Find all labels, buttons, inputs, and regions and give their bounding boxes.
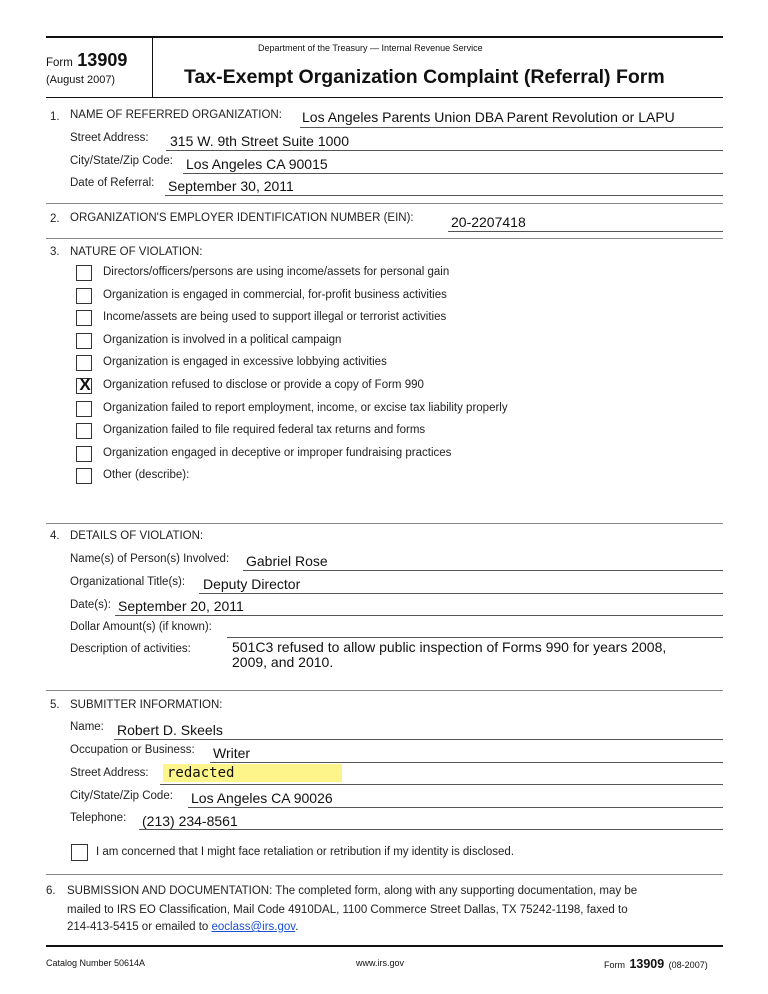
persons-label: Name(s) of Person(s) Involved:: [70, 553, 230, 565]
section-2-number: 2.: [50, 213, 60, 225]
violation-checkbox[interactable]: [76, 423, 92, 439]
section-1-number: 1.: [50, 111, 60, 123]
footer-form-word: Form: [604, 960, 625, 970]
ein-underline: [448, 231, 723, 232]
submitter-name-label: Name:: [70, 721, 104, 733]
violation-checkbox[interactable]: [76, 288, 92, 304]
footer-form-rev: (08-2007): [668, 960, 708, 970]
nature-heading: NATURE OF VIOLATION:: [70, 246, 203, 258]
org-title-underline: [199, 593, 723, 594]
form-word: Form: [46, 57, 73, 69]
violation-label: Organization refused to disclose or provide a copy of Form 990: [103, 379, 424, 391]
violation-checkbox[interactable]: [76, 333, 92, 349]
occupation-underline: [210, 762, 723, 763]
date-label: Date of Referral:: [70, 177, 155, 189]
violation-label: Organization failed to report employment, income, or excise tax liability properly: [103, 402, 508, 414]
section-divider-2: [46, 238, 723, 239]
section-divider-5: [46, 874, 723, 875]
form-id: [46, 50, 127, 71]
submission-line-3-prefix: 214-413-5415 or emailed to: [67, 921, 212, 933]
form-header: [46, 36, 723, 98]
footer-rule: [46, 945, 723, 947]
phone-label: Telephone:: [70, 812, 127, 824]
org-title-label: Organizational Title(s):: [70, 576, 186, 588]
details-heading: DETAILS OF VIOLATION:: [70, 530, 204, 542]
violation-checkbox[interactable]: [76, 446, 92, 462]
violation-label: Organization is involved in a political campaign: [103, 334, 342, 346]
dates-underline: [115, 615, 723, 616]
dollar-underline: [227, 637, 723, 638]
org-name-value[interactable]: Los Angeles Parents Union DBA Parent Revolution or LAPU: [302, 109, 675, 125]
violation-label: Other (describe):: [103, 469, 190, 481]
violation-checkbox[interactable]: [76, 310, 92, 326]
section-5-number: 5.: [50, 699, 60, 711]
ein-label: ORGANIZATION'S EMPLOYER IDENTIFICATION NUMBER (EIN):: [70, 212, 414, 224]
dollar-label: Dollar Amount(s) (if known):: [70, 621, 212, 633]
violation-checkbox[interactable]: [76, 355, 92, 371]
check-x-mark: X: [79, 375, 91, 394]
violation-label: Organization is engaged in commercial, for-profit business activities: [103, 289, 447, 301]
submission-line-1: SUBMISSION AND DOCUMENTATION: The completed form, along with any supporting documentation, may be: [67, 885, 638, 897]
description-label: Description of activities:: [70, 643, 191, 655]
submitter-heading: SUBMITTER INFORMATION:: [70, 699, 223, 711]
phone-underline: [139, 829, 723, 830]
street-value[interactable]: 315 W. 9th Street Suite 1000: [170, 133, 350, 149]
description-line-2[interactable]: 2009, and 2010.: [232, 654, 334, 670]
street-label: Street Address:: [70, 132, 149, 144]
ein-value[interactable]: 20-2207418: [451, 214, 526, 230]
city-underline: [183, 173, 723, 174]
footer-form-id: [604, 955, 708, 973]
section-4-number: 4.: [50, 530, 60, 542]
violation-checkbox[interactable]: [76, 401, 92, 417]
submitter-name-underline: [114, 739, 723, 740]
catalog-number: Catalog Number 50614A: [46, 958, 146, 968]
header-bottom-rule: [46, 97, 723, 98]
department-name: Department of the Treasury — Internal Revenue Service: [258, 43, 483, 53]
form-date: (August 2007): [46, 74, 116, 86]
org-title-value[interactable]: Deputy Director: [203, 576, 301, 592]
persons-underline: [243, 570, 723, 571]
org-name-label: NAME OF REFERRED ORGANIZATION:: [70, 109, 282, 121]
submitter-city-value[interactable]: Los Angeles CA 90026: [191, 790, 333, 806]
website: www.irs.gov: [356, 958, 405, 968]
violation-label: Directors/officers/persons are using income/assets for personal gain: [103, 266, 450, 278]
retaliation-label: I am concerned that I might face retaliation or retribution if my identity is disclosed.: [96, 846, 515, 858]
violation-label: Organization is engaged in excessive lobbying activities: [103, 356, 387, 368]
dates-label: Date(s):: [70, 599, 111, 611]
submitter-city-underline: [188, 807, 723, 808]
submitter-street-value[interactable]: redacted: [167, 765, 235, 781]
section-divider-3: [46, 523, 723, 524]
section-6-number: 6.: [46, 885, 56, 897]
submission-line-3: [67, 921, 298, 933]
submitter-name-value[interactable]: Robert D. Skeels: [117, 722, 223, 738]
city-value[interactable]: Los Angeles CA 90015: [186, 156, 328, 172]
email-link[interactable]: eoclass@irs.gov: [211, 921, 296, 933]
org-name-underline: [300, 127, 723, 128]
form-number: 13909: [77, 50, 128, 70]
submitter-street-underline: [160, 784, 723, 785]
footer-form-number: 13909: [629, 957, 665, 971]
street-underline: [166, 150, 723, 151]
violation-label: Organization engaged in deceptive or improper fundraising practices: [103, 447, 452, 459]
violation-checkbox[interactable]: [76, 265, 92, 281]
occupation-value[interactable]: Writer: [213, 745, 251, 761]
dates-value[interactable]: September 20, 2011: [118, 598, 244, 614]
occupation-label: Occupation or Business:: [70, 744, 195, 756]
description-line-1[interactable]: 501C3 refused to allow public inspection of Forms 990 for years 2008,: [232, 639, 667, 655]
phone-value[interactable]: (213) 234-8561: [142, 813, 238, 829]
form-title: Tax-Exempt Organization Complaint (Referral) Form: [184, 66, 665, 88]
section-divider-1: [46, 203, 723, 204]
submitter-street-label: Street Address:: [70, 767, 149, 779]
date-underline: [165, 195, 723, 196]
violation-checkbox-checked[interactable]: [76, 375, 92, 394]
section-divider-4: [46, 690, 723, 691]
violation-label: Income/assets are being used to support illegal or terrorist activities: [103, 311, 447, 323]
city-label: City/State/Zip Code:: [70, 155, 173, 167]
date-value[interactable]: September 30, 2011: [168, 178, 294, 194]
header-divider: [152, 36, 153, 98]
submitter-city-label: City/State/Zip Code:: [70, 790, 173, 802]
submission-line-3-suffix: .: [295, 921, 299, 933]
submission-line-2: mailed to IRS EO Classification, Mail Code 4910DAL, 1100 Commerce Street Dallas, TX 75242-1198, faxed to: [67, 904, 628, 916]
section-3-number: 3.: [50, 246, 60, 258]
violation-label: Organization failed to file required federal tax returns and forms: [103, 424, 426, 436]
retaliation-checkbox[interactable]: [71, 844, 88, 861]
header-top-rule: [46, 36, 723, 38]
violation-checkbox[interactable]: [76, 468, 92, 484]
persons-value[interactable]: Gabriel Rose: [246, 553, 328, 569]
